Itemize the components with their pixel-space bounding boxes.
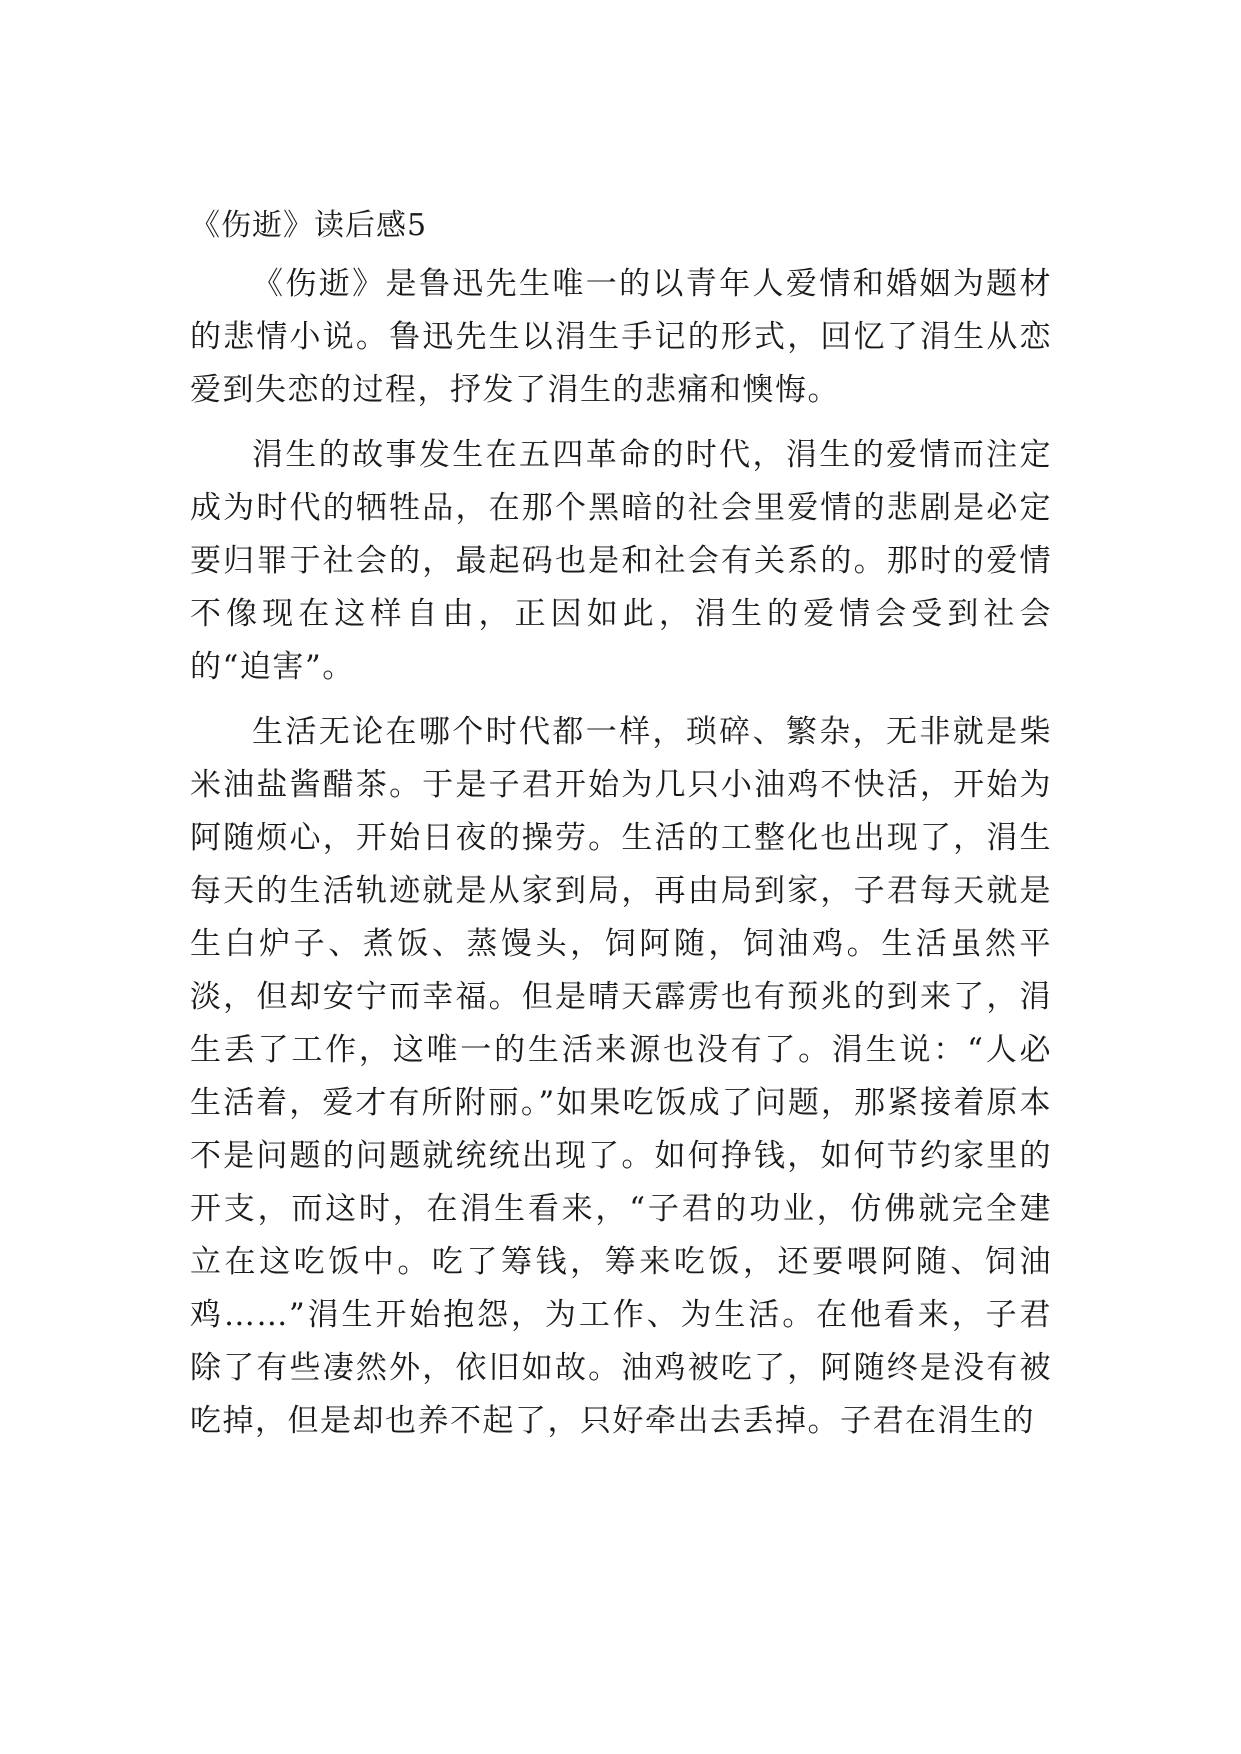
document-title: 《伤逝》读后感5 [190, 208, 428, 243]
paragraph-1: 《伤逝》是鲁迅先生唯一的以青年人爱情和婚姻为题材的悲情小说。鲁迅先生以涓生手记的形式，回忆了涓生从恋爱到失恋的过程，抒发了涓生的悲痛和懊悔。 [190, 266, 1052, 408]
paragraph-3: 生活无论在哪个时代都一样，琐碎、繁杂，无非就是柴米油盐酱醋茶。于是子君开始为几只小油鸡不快活，开始为阿随烦心，开始日夜的操劳。生活的工整化也出现了，涓生每天的生活轨迹就是从家到局，再由局到家，子君每天就是生白炉子、煮饭、蒸馒头，饲阿随，饲油鸡。生活虽然平淡，但却安宁而幸福。但是晴天霹雳也有预兆的到来了，涓生丢了工作，这唯一的生活来源也没有了。涓生说：“人必生活着，爱才有所附丽。”如果吃饭成了问题，那紧接着原本不是问题的问题就统统出现了。如何挣钱，如何节约家里的开支，而这时，在涓生看来，“子君的功业，仿佛就完全建立在这吃饭中。吃了筹钱，筹来吃饭，还要喂阿随、饲油鸡……”涓生开始抱怨，为工作、为生活。在他看来，子君除了有些凄然外，依旧如故。油鸡被吃了，阿随终是没有被吃掉，但是却也养不起了，只好牵出去丢掉。子君在涓生的 [190, 714, 1052, 1439]
document-body [190, 200, 1052, 1460]
paragraph-2: 涓生的故事发生在五四革命的时代，涓生的爱情而注定成为时代的牺牲品，在那个黑暗的社会里爱情的悲剧是必定要归罪于社会的，最起码也是和社会有关系的。那时的爱情不像现在这样自由，正因如此，涓生的爱情会受到社会的“迫害”。 [190, 437, 1052, 685]
